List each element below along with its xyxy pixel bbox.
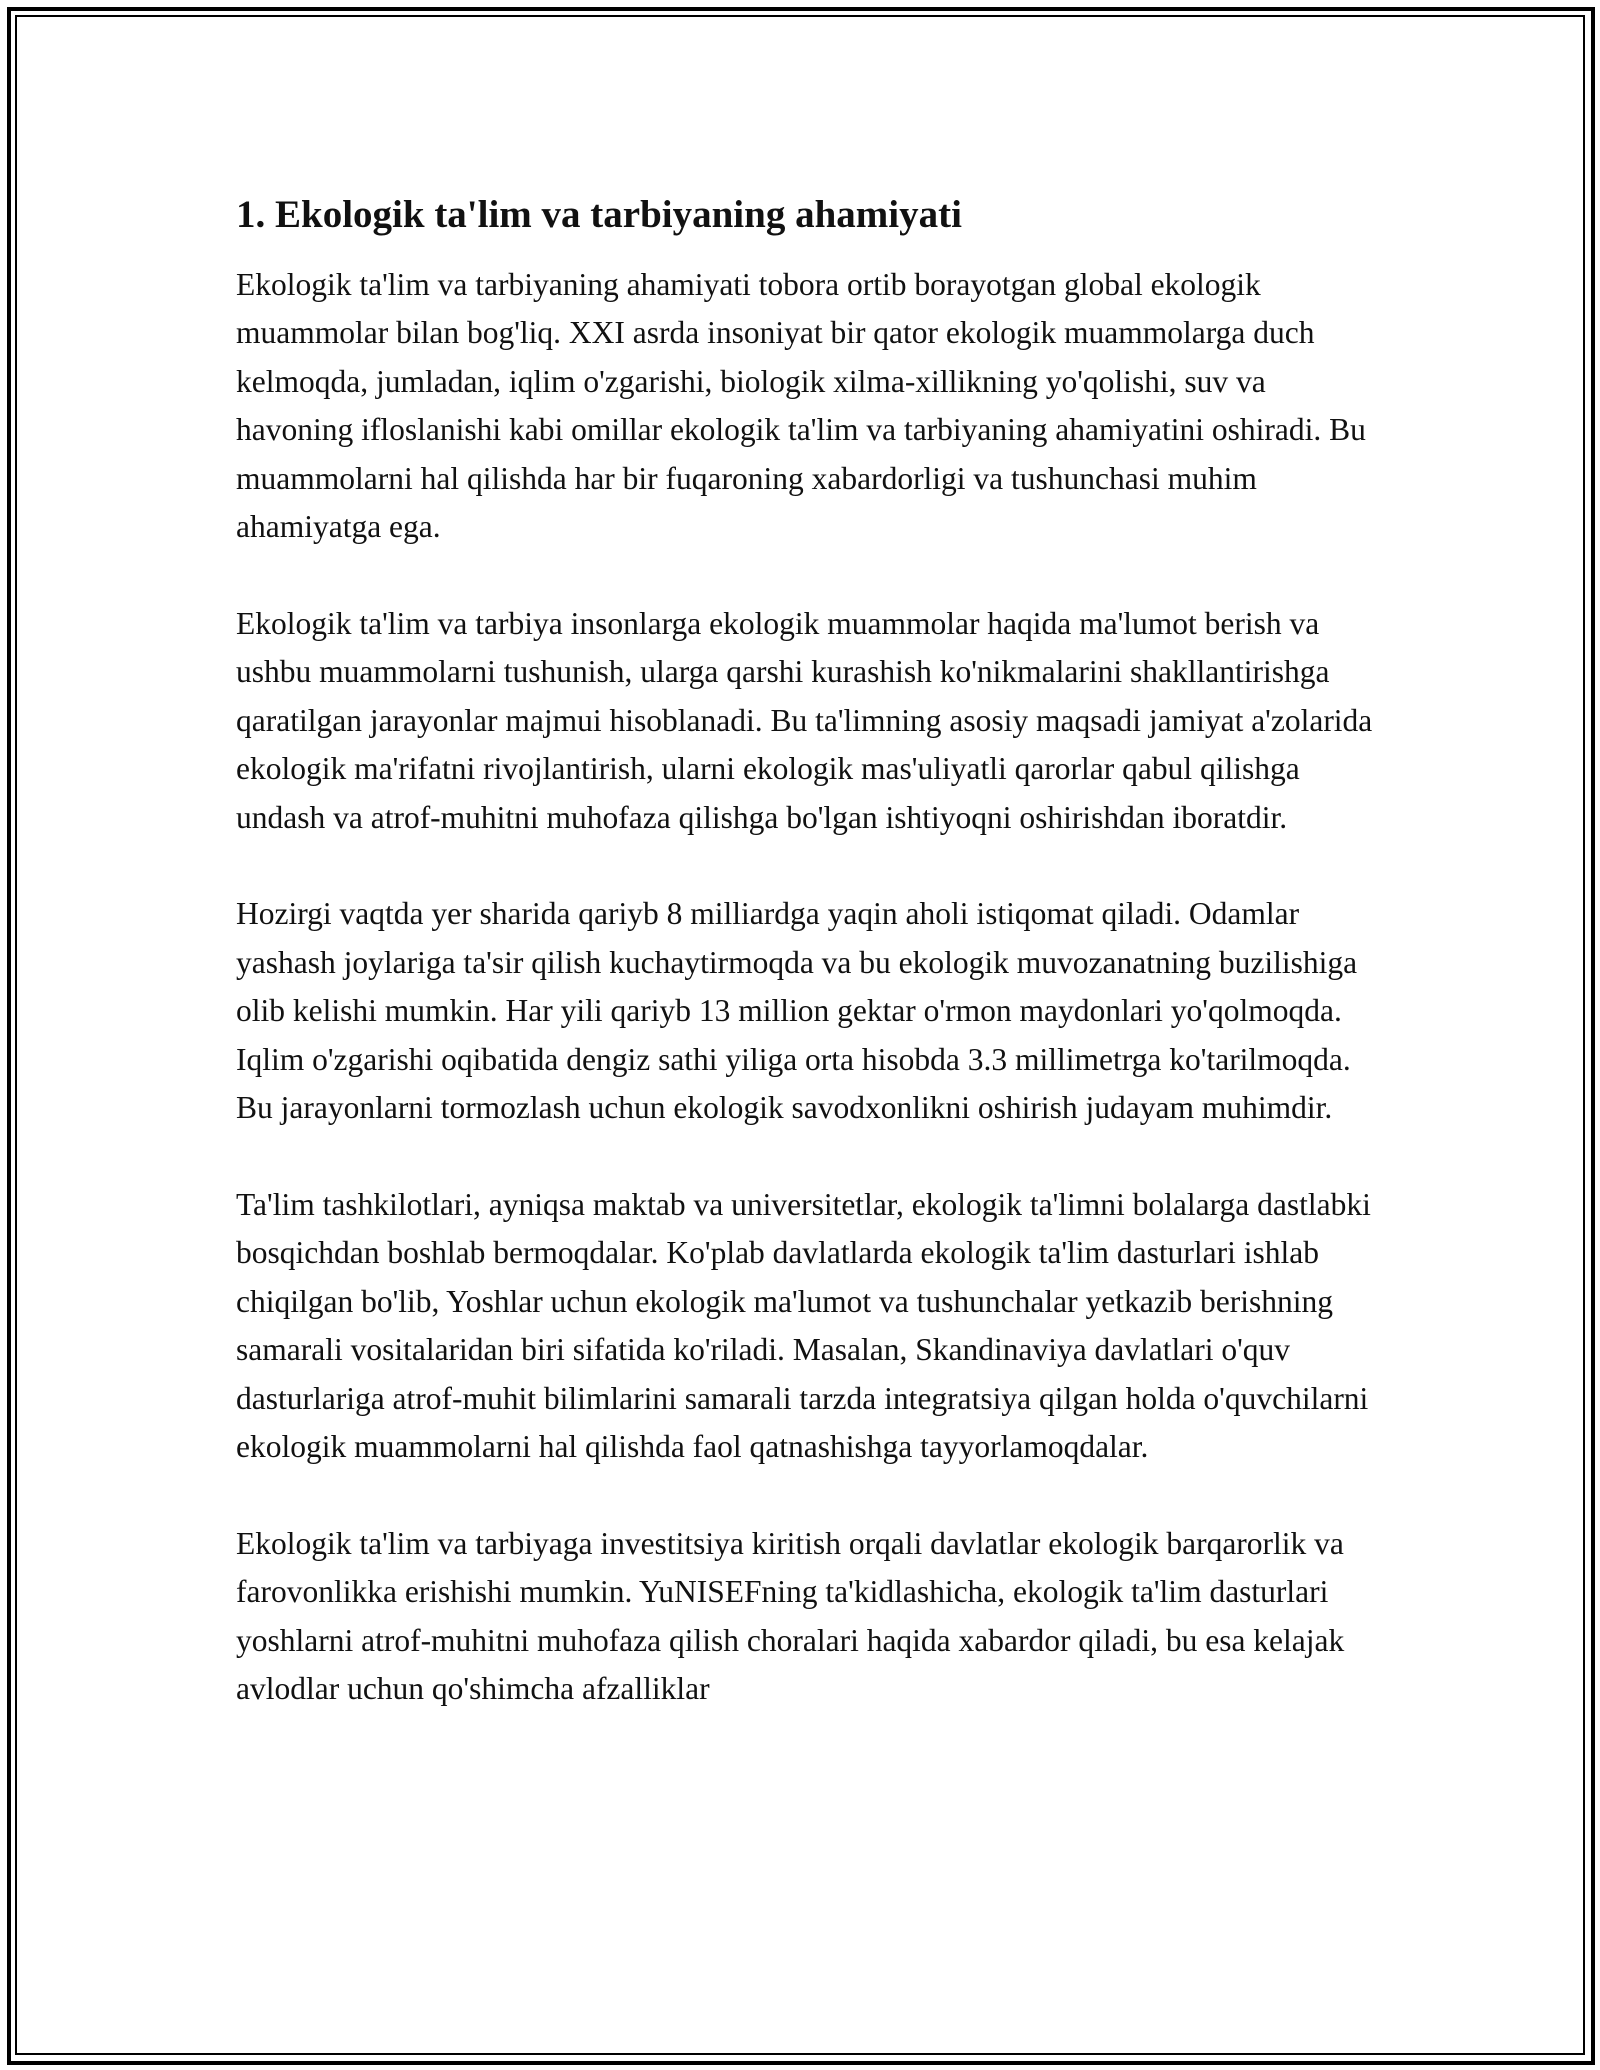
paragraph-2: Ekologik ta'lim va tarbiya insonlarga ekologik muammolar haqida ma'lumot berish va ushbu muammolarni tushunish, ularga qarshi kurashish ko'nikmalarini shakllantirishga qaratilgan jarayonlar majmui hisoblanadi. Bu ta'limning asosiy maqsadi jamiyat a'zolarida ekologik ma'rifatni rivojlantirish, ularni ekologik mas'uliyatli qarorlar qabul qilishga undash va atrof-muhitni muhofaza qilishga bo'lgan ishtiyoqni oshirishdan iboratdir. bbox=[236, 605, 1373, 835]
document-body bbox=[236, 180, 1376, 1762]
section-heading: 1. Ekologik ta'lim va tarbiyaning ahamiyati bbox=[236, 193, 962, 236]
paragraph-1: Ekologik ta'lim va tarbiyaning ahamiyati tobora ortib borayotgan global ekologik muammolar bilan bog'liq. XXI asrda insoniyat bir qator ekologik muammolarga duch kelmoqda, jumladan, iqlim o'zgarishi, biologik xilma-xillikning yo'qolishi, suv va havoning ifloslanishi kabi omillar ekologik ta'lim va tarbiyaning ahamiyatini oshiradi. Bu muammolarni hal qilishda har bir fuqaroning xabardorligi va tushunchasi muhim ahamiyatga ega. bbox=[236, 266, 1366, 545]
paragraph-4: Ta'lim tashkilotlari, ayniqsa maktab va universitetlar, ekologik ta'limni bolalarga dastlabki bosqichdan boshlab bermoqdalar. Ko'plab davlatlarda ekologik ta'lim dasturlari ishlab chiqilgan bo'lib, Yoshlar uchun ekologik ma'lumot va tushunchalar yetkazib berishning samarali vositalaridan biri sifatida ko'riladi. Masalan, Skandinaviya davlatlari o'quv dasturlariga atrof-muhit bilimlarini samarali tarzda integratsiya qilgan holda o'quvchilarni ekologik muammolarni hal qilishda faol qatnashishga tayyorlamoqdalar. bbox=[236, 1186, 1371, 1465]
paragraph-3: Hozirgi vaqtda yer sharida qariyb 8 milliardga yaqin aholi istiqomat qiladi. Odamlar yashash joylariga ta'sir qilish kuchaytirmoqda va bu ekologik muvozanatning buzilishiga olib kelishi mumkin. Har yili qariyb 13 million gektar o'rmon maydonlari yo'qolmoqda. Iqlim o'zgarishi oqibatida dengiz sathi yiliga orta hisobda 3.3 millimetrga ko'tarilmoqda. Bu jarayonlarni tormozlash uchun ekologik savodxonlikni oshirish judayam muhimdir. bbox=[236, 896, 1358, 1126]
paragraph-5: Ekologik ta'lim va tarbiyaga investitsiya kiritish orqali davlatlar ekologik barqarorlik va farovonlikka erishishi mumkin. YuNISEFning ta'kidlashicha, ekologik ta'lim dasturlari yoshlarni atrof-muhitni muhofaza qilish choralari haqida xabardor qiladi, bu esa kelajak avlodlar uchun qo'shimcha afzalliklar bbox=[236, 1525, 1345, 1707]
